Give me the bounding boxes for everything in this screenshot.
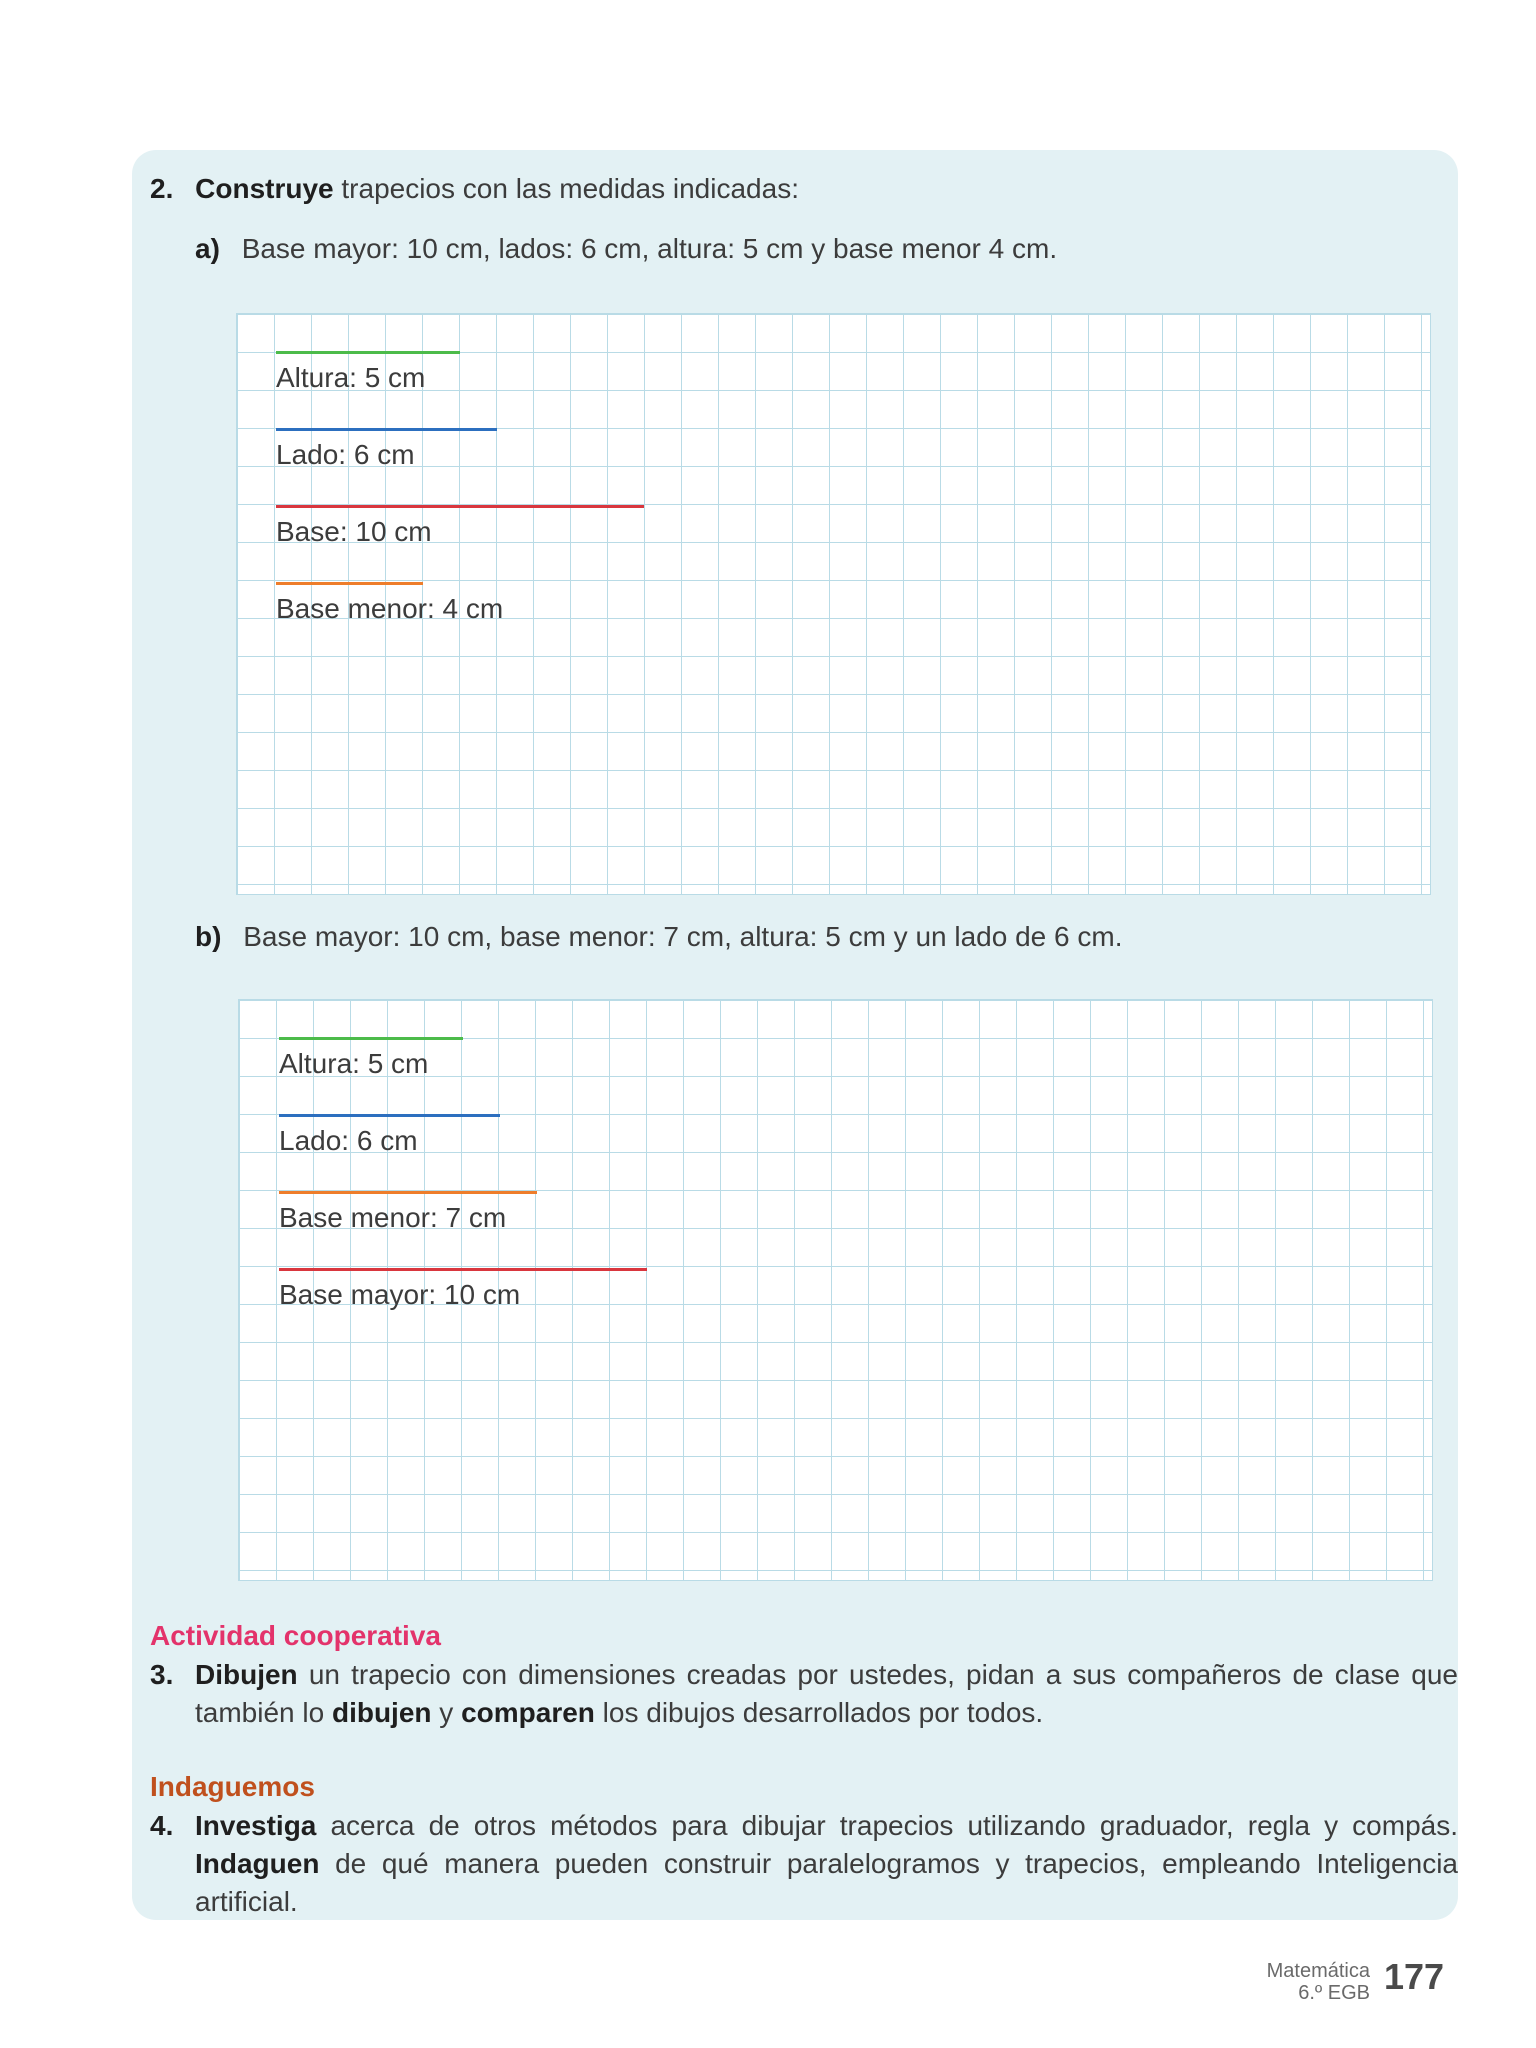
- segment-label: Lado: 6 cm: [276, 439, 415, 470]
- question-verb: Construye: [195, 173, 334, 204]
- text-run: acerca de otros métodos para dibujar trapecios utilizando graduador, regla y compás.: [316, 1810, 1458, 1841]
- segment-label: Base menor: 7 cm: [279, 1202, 507, 1233]
- bold-text: Investiga: [195, 1810, 317, 1841]
- text-run: de qué manera pueden construir paralelogramos y trapecios, empleando Inteligencia artificial.: [195, 1848, 1458, 1917]
- indaguemos-heading: [150, 1769, 315, 1805]
- segment-line: [279, 1268, 647, 1271]
- segment-label: Altura: 5 cm: [279, 1048, 429, 1079]
- text-run: los dibujos desarrollados por todos.: [594, 1697, 1044, 1728]
- indaguemos-heading-text: Indaguemos: [150, 1771, 315, 1802]
- text-run: y: [431, 1697, 462, 1728]
- footer-grade: 6.º EGB: [1298, 1982, 1370, 2004]
- item-b-line: [195, 918, 1122, 956]
- segment-line: [276, 428, 497, 431]
- bold-text: Dibujen: [195, 1659, 298, 1690]
- bold-text: Indaguen: [195, 1848, 320, 1879]
- question-2-line: [150, 170, 799, 208]
- item-a-text: Base mayor: 10 cm, lados: 6 cm, altura: 5 cm y base menor 4 cm.: [241, 233, 1058, 264]
- footer-subject-block: [1230, 1960, 1370, 2004]
- text-run: un trapecio con dimensiones creadas por ustedes, pidan a sus compañeros de clase que también lo: [195, 1659, 1458, 1728]
- segment-label: Base mayor: 10 cm: [279, 1279, 521, 1310]
- segment-label: Altura: 5 cm: [276, 362, 426, 393]
- bold-text: comparen: [461, 1697, 595, 1728]
- question-3-number: 3.: [150, 1659, 174, 1690]
- footer-subject: Matemática: [1266, 1960, 1370, 1982]
- item-a-line: [195, 230, 1057, 268]
- item-b-letter: b): [195, 921, 222, 952]
- page-number: 177: [1384, 1956, 1445, 1997]
- cooperativa-heading-text: Actividad cooperativa: [150, 1620, 441, 1651]
- segment-line: [279, 1191, 537, 1194]
- question-4-text: [195, 1807, 1458, 1921]
- segment-label: Base menor: 4 cm: [276, 593, 504, 624]
- segment-line: [276, 351, 460, 354]
- bold-text: dibujen: [331, 1697, 432, 1728]
- item-b-text: Base mayor: 10 cm, base menor: 7 cm, altura: 5 cm y un lado de 6 cm.: [243, 921, 1123, 952]
- question-3-text: [195, 1656, 1458, 1732]
- segment-line: [276, 505, 644, 508]
- cooperativa-heading: [150, 1618, 441, 1654]
- segment-line: [279, 1037, 463, 1040]
- segment-label: Base: 10 cm: [276, 516, 432, 547]
- segment-label: Lado: 6 cm: [279, 1125, 418, 1156]
- segment-line: [276, 582, 423, 585]
- question-number: 2.: [150, 173, 174, 204]
- question-text: trapecios con las medidas indicadas:: [333, 173, 799, 204]
- item-a-letter: a): [195, 233, 220, 264]
- question-4-number: 4.: [150, 1810, 174, 1841]
- segment-line: [279, 1114, 500, 1117]
